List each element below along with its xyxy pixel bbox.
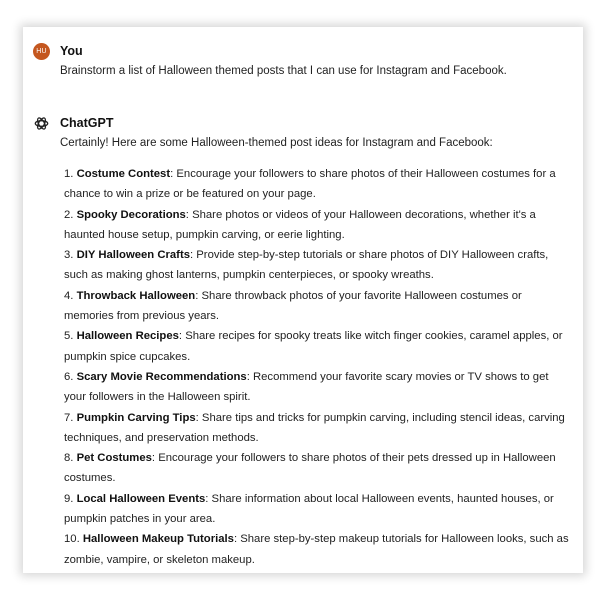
list-item	[64, 408, 569, 449]
item-separator: :	[178, 330, 186, 343]
item-text: Share step-by-step makeup tutorials for Halloween looks, such as zombie, vampire, or skeleton makeup.	[64, 533, 569, 566]
item-separator: :	[205, 492, 212, 505]
post-ideas-list	[64, 164, 569, 570]
item-title: Throwback Halloween	[76, 289, 196, 302]
item-title: Spooky Decorations	[76, 208, 186, 221]
item-number: 8.	[64, 452, 74, 465]
item-separator: :	[233, 533, 241, 546]
item-number: 9.	[64, 492, 74, 505]
assistant-intro-text: Certainly! Here are some Halloween-themed post ideas for Instagram and Facebook:	[60, 137, 493, 149]
item-text: Encourage your followers to share photos of their pets dressed up in Halloween costumes.	[64, 452, 556, 485]
item-text: Share recipes for spooky treats like witch finger cookies, caramel apples, or pumpkin spice cupcakes.	[64, 330, 563, 363]
list-item	[64, 164, 569, 205]
user-message-text: Brainstorm a list of Halloween themed posts that I can use for Instagram and Facebook.	[60, 65, 507, 77]
item-number: 10.	[64, 533, 80, 546]
item-number: 1.	[64, 168, 74, 180]
item-number: 2.	[64, 208, 74, 221]
item-title: Local Halloween Events	[76, 492, 206, 505]
item-number: 6.	[64, 370, 74, 383]
chat-transcript	[23, 27, 583, 573]
list-item	[64, 245, 569, 286]
item-title: DIY Halloween Crafts	[76, 249, 190, 262]
openai-logo-icon	[33, 115, 50, 132]
item-text: Provide step-by-step tutorials or share photos of DIY Halloween crafts, such as making ghost lanterns, pumpkin centerpieces, or spooky wreaths.	[64, 249, 549, 282]
item-title: Halloween Makeup Tutorials	[82, 533, 234, 546]
item-number: 3.	[64, 249, 74, 262]
item-title: Halloween Recipes	[76, 330, 179, 343]
item-title: Pumpkin Carving Tips	[76, 411, 196, 424]
list-item	[64, 489, 569, 530]
item-separator: :	[170, 168, 177, 180]
item-number: 4.	[64, 289, 74, 302]
item-title: Pet Costumes	[76, 452, 152, 465]
item-text: Share tips and tricks for pumpkin carving, including stencil ideas, carving techniques, and preservation methods.	[64, 411, 565, 444]
user-author-name: You	[60, 44, 83, 58]
list-item	[64, 286, 569, 327]
item-separator: :	[195, 289, 202, 302]
item-separator: :	[189, 249, 197, 262]
item-separator: :	[195, 411, 202, 424]
list-item	[64, 448, 569, 489]
user-avatar: HU	[33, 43, 50, 60]
item-number: 7.	[64, 411, 74, 424]
item-number: 5.	[64, 330, 74, 343]
item-text: Share throwback photos of your favorite Halloween costumes or memories from previous years.	[64, 289, 522, 323]
item-separator: :	[246, 370, 253, 383]
list-item	[64, 529, 569, 570]
item-text: Recommend your favorite scary movies or TV shows to get your followers in the Halloween spirit.	[64, 370, 549, 404]
list-item	[64, 326, 569, 367]
list-item	[64, 367, 569, 408]
assistant-author-name: ChatGPT	[60, 116, 114, 130]
item-text: Encourage your followers to share photos of their Halloween costumes for a chance to win a prize or be featured on your page.	[64, 168, 556, 201]
item-separator: :	[185, 208, 193, 221]
item-text: Share information about local Halloween events, haunted houses, or pumpkin patches in your area.	[64, 492, 554, 526]
item-title: Costume Contest	[76, 168, 171, 180]
list-item	[64, 205, 569, 246]
item-text: Share photos or videos of your Halloween decorations, whether it's a haunted house setup, pumpkin carving, or eerie lighting.	[64, 208, 536, 241]
item-title: Scary Movie Recommendations	[76, 370, 247, 383]
item-separator: :	[151, 452, 159, 465]
